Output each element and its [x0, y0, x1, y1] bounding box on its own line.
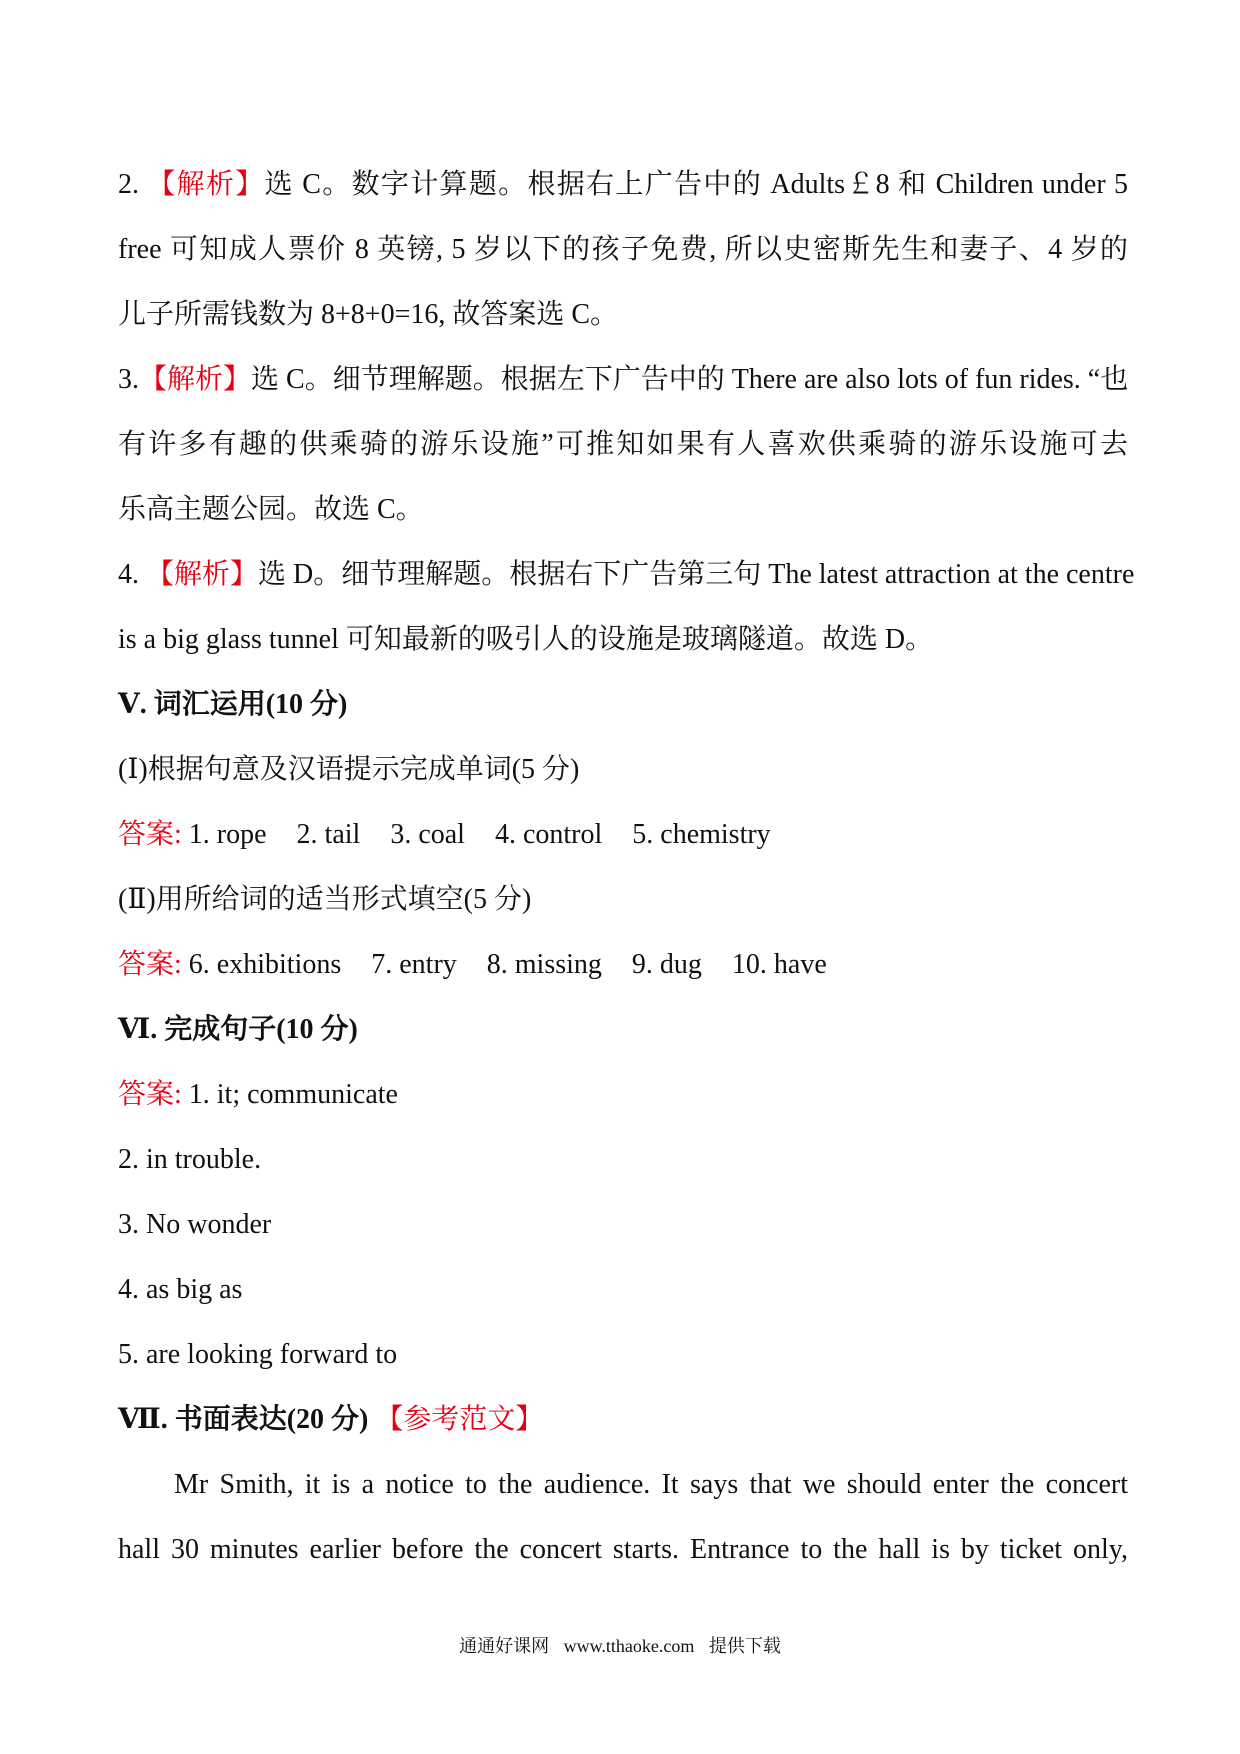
section-5-part-2-heading: (Ⅱ)用所给词的适当形式填空(5 分)	[118, 884, 532, 915]
answer-item: 1. rope	[188, 819, 267, 850]
section-6-answer-2: 2. in trouble.	[118, 1144, 262, 1175]
section-6-answer-4: 4. as big as	[118, 1274, 243, 1305]
section-7-title: Ⅶ. 书面表达(20 分)	[118, 1404, 369, 1435]
answer-item: 4. control	[494, 819, 603, 850]
answer-item: 8. missing	[486, 949, 602, 980]
section-5-part-1-heading: (Ⅰ)根据句意及汉语提示完成单词(5 分)	[118, 754, 580, 785]
q4-analysis-tag: 【解析】	[146, 559, 259, 590]
answer-item: 10. have	[731, 949, 827, 980]
essay-line-1: Mr Smith, it is a notice to the audience. It says that we should enter the concert	[174, 1469, 1128, 1500]
q3-text-1: 选 C。细节理解题。根据左下广告中的 There are also lots of fun rides. “也	[251, 364, 1129, 395]
q3-line-2: 有许多有趣的供乘骑的游乐设施”可推知如果有人喜欢供乘骑的游乐设施可去	[118, 429, 1128, 460]
section-6-answer-5: 5. are looking forward to	[118, 1339, 398, 1370]
q2-analysis-tag: 【解析】	[147, 169, 265, 200]
answer-label: 答案:	[118, 949, 182, 980]
q3-analysis-tag: 【解析】	[139, 364, 252, 395]
q2-text-1: 选 C。数字计算题。根据右上广告中的 Adults￡8 和 Children under 5	[264, 169, 1128, 200]
footer-url[interactable]: www.tthaoke.com	[563, 1636, 695, 1656]
q4-line-1	[118, 542, 1135, 607]
section-6-answer-1	[118, 1062, 1128, 1127]
footer-site-name: 通通好课网	[459, 1636, 550, 1656]
essay-line-2: hall 30 minutes earlier before the concert starts. Entrance to the hall is by ticket only,	[118, 1534, 1128, 1565]
q2-number: 2.	[118, 169, 139, 200]
q2-line-2: free 可知成人票价 8 英镑, 5 岁以下的孩子免费, 所以史密斯先生和妻子、4 岁的	[118, 234, 1128, 265]
answer-item: 6. exhibitions	[188, 949, 342, 980]
footer-note: 提供下载	[708, 1636, 781, 1656]
q4-number: 4.	[118, 559, 139, 590]
q2-line-1	[118, 152, 1128, 217]
answer-item: 1. it; communicate	[188, 1079, 398, 1110]
answer-item: 9. dug	[631, 949, 702, 980]
answer-item: 7. entry	[371, 949, 457, 980]
answer-label: 答案:	[118, 819, 182, 850]
q3-line-3: 乐高主题公园。故选 C。	[118, 494, 424, 525]
section-7-title-row	[118, 1387, 1128, 1452]
section-6-answer-3: 3. No wonder	[118, 1209, 272, 1240]
q2-line-3: 儿子所需钱数为 8+8+0=16, 故答案选 C。	[118, 299, 619, 330]
answer-item: 2. tail	[296, 819, 361, 850]
answer-item: 3. coal	[390, 819, 465, 850]
q3-line-1	[118, 347, 1128, 412]
answer-label: 答案:	[118, 1079, 182, 1110]
section-5-title: Ⅴ. 词汇运用(10 分)	[118, 689, 348, 720]
sample-essay-tag: 【参考范文】	[375, 1404, 544, 1435]
section-5-answers-1	[118, 802, 1128, 867]
answer-item: 5. chemistry	[632, 819, 771, 850]
document-body	[118, 152, 1135, 1582]
section-5-answers-2	[118, 932, 1128, 997]
page-footer	[0, 1632, 1240, 1658]
section-6-title: Ⅵ. 完成句子(10 分)	[118, 1014, 358, 1045]
q4-line-2: is a big glass tunnel 可知最新的吸引人的设施是玻璃隧道。故选 D。	[118, 624, 934, 655]
q3-number: 3.	[118, 364, 139, 395]
q4-text-1: 选 D。细节理解题。根据右下广告第三句 The latest attraction at the centre	[258, 559, 1135, 590]
